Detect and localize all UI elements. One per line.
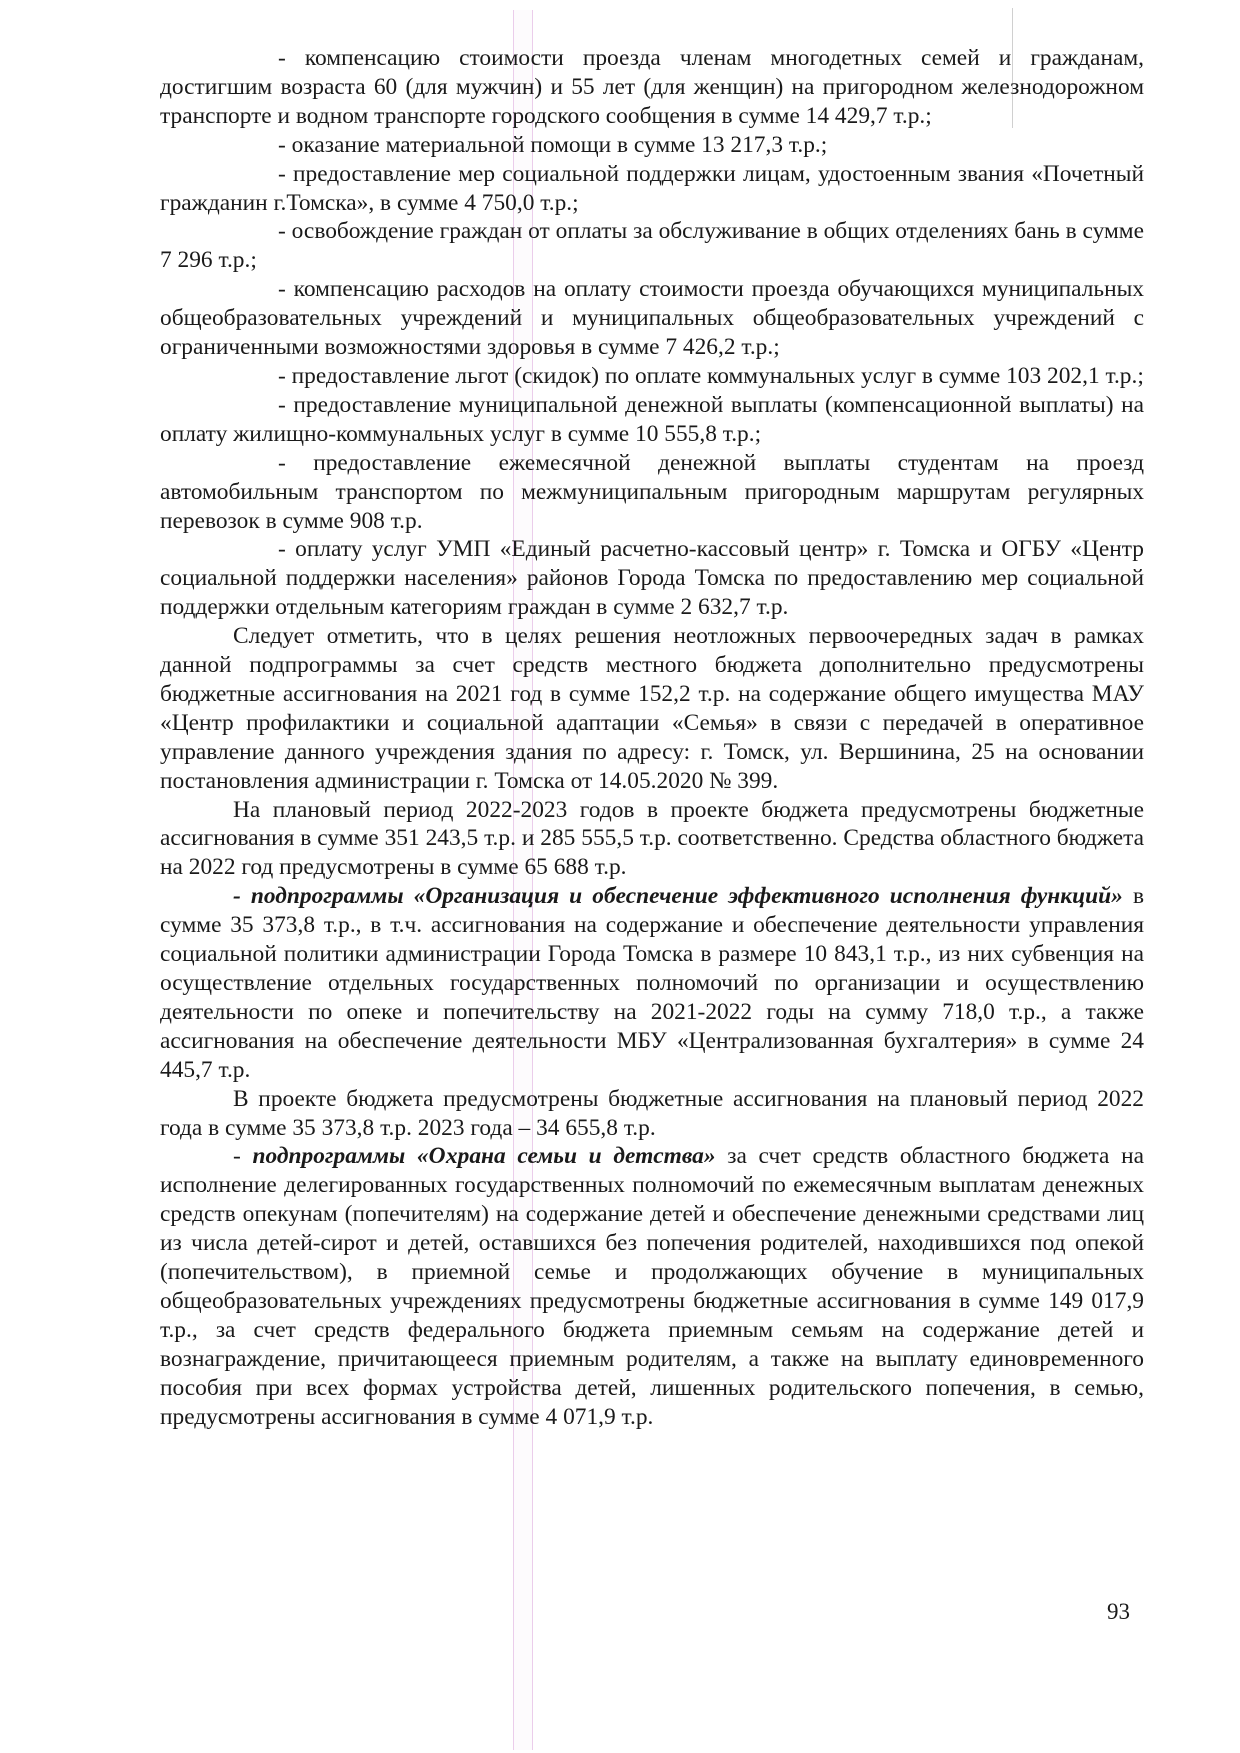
paragraph-subprogram-family [160,1142,1144,1431]
paragraph-planned-organization: В проекте бюджета предусмотрены бюджетные ассигнования на плановый период 2022 года в сумме 35 373,8 т.р. 2023 года – 34 655,8 т.р. [160,1085,1144,1141]
subprogram-organization-text: в сумме 35 373,8 т.р., в т.ч. ассигнования на содержание и обеспечение деятельности управления социальной политики администрации Города Томска в размере 10 843,1 т.р., из них субвенция на осуществление отдельных государственных полномочий по организации и осуществлению деятельности по опеке и попечительству на 2021-2022 годы на сумму 718,0 т.р., а также ассигнования на обеспечение деятельности МБУ «Централизованная бухгалтерия» в сумме 24 445,7 т.р. [160,883,1144,1083]
subprogram-organization-prefix: - [233,883,251,910]
subprogram-family-prefix: - [233,1143,253,1170]
paragraph-planned-period: На плановый период 2022-2023 годов в проекте бюджета предусмотрены бюджетные ассигнования в сумме 351 243,5 т.р. и 285 555,5 т.р. соответственно. Средства областного бюджета на 2022 год предусмотрены в сумме 65 688 т.р. [160,796,1144,881]
paragraph-monthly-student-payment: - предоставление ежемесячной денежной выплаты студентам на проезд автомобильным транспортом по межмуниципальным пригородным маршрутам регулярных перевозок в сумме 908 т.р. [160,449,1144,534]
paragraph-material-aid: - оказание материальной помощи в сумме 13 217,3 т.р.; [278,131,828,158]
paragraph-bath-exemption: - освобождение граждан от оплаты за обслуживание в общих отделениях бань в сумме 7 296 т.р.; [160,218,1144,274]
paragraph-student-travel: - компенсацию расходов на оплату стоимости проезда обучающихся муниципальных общеобразовательных учреждений и муниципальных общеобразовательных учреждений с ограниченными возможностями здоровья в сумме 7 426,2 т.р.; [160,276,1144,361]
paragraph-honorary-citizen: - предоставление мер социальной поддержки лицам, удостоенным звания «Почетный гражданин г.Томска», в сумме 4 750,0 т.р.; [160,160,1144,216]
subprogram-organization-title: подпрограммы «Организация и обеспечение эффективного исполнения функций» [250,883,1123,910]
page-number: 93 [1107,1599,1130,1624]
paragraph-municipal-payment: - предоставление муниципальной денежной выплаты (компенсационной выплаты) на оплату жилищно-коммунальных услуг в сумме 10 555,8 т.р.; [160,391,1144,447]
paragraph-utility-discounts: - предоставление льгот (скидок) по оплате коммунальных услуг в сумме 103 202,1 т.р.; [278,362,1144,389]
subprogram-family-title: подпрограммы «Охрана семьи и детства» [252,1143,716,1170]
subprogram-family-text: за счет средств областного бюджета на исполнение делегированных государственных полномочий по ежемесячным выплатам денежных средств опекунам (попечителям) на содержание детей и обеспечение денежными средствами лиц из числа детей-сирот и детей, оставшихся без попечения родителей, находившихся под опекой (попечительством), в приемной семье и продолжающих обучение в муниципальных общеобразовательных учреждениях предусмотрены бюджетные ассигнования в сумме 149 017,9 т.р., за счет средств федерального бюджета приемным семьям на содержание детей и вознаграждение, причитающееся приемным родителям, а также на выплату единовременного пособия при всех формах устройства детей, лишенных родительского попечения, в семью, предусмотрены ассигнования в сумме 4 071,9 т.р. [160,1143,1145,1430]
paragraph-compensation-travel: - компенсацию стоимости проезда членам многодетных семей и гражданам, достигшим возраста 60 (для мужчин) и 55 лет (для женщин) на пригородном железнодорожном транспорте и водном транспорте городского сообщения в сумме 14 429,7 т.р.; [160,45,1144,129]
paragraph-note: Следует отметить, что в целях решения неотложных первоочередных задач в рамках данной подпрограммы за счет средств местного бюджета дополнительно предусмотрены бюджетные ассигнования на 2021 год в сумме 152,2 т.р. на содержание общего имущества МАУ «Центр профилактики и социальной адаптации «Семья» в связи с передачей в оперативное управление данного учреждения здания по адресу: г. Томск, ул. Вершинина, 25 на основании постановления администрации г. Томска от 14.05.2020 № 399. [160,623,1144,794]
document-page [160,44,1144,1432]
paragraph-subprogram-organization [160,882,1144,1084]
paragraph-settlement-center: - оплату услуг УМП «Единый расчетно-кассовый центр» г. Томска и ОГБУ «Центр социальной поддержки населения» районов Города Томска по предоставлению мер социальной поддержки отдельным категориям граждан в сумме 2 632,7 т.р. [160,536,1144,621]
